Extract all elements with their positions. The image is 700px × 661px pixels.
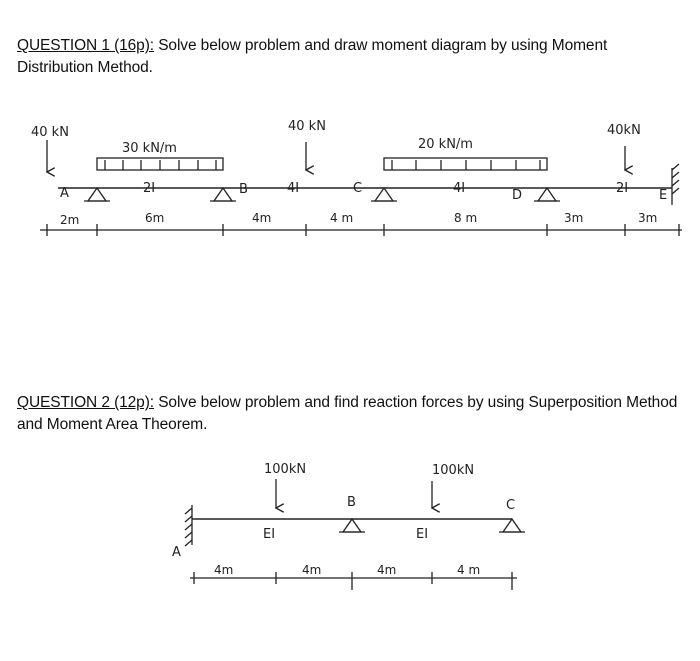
q2-support-b	[339, 519, 365, 532]
q2-beam-diagram	[172, 462, 525, 590]
q1-ei-cd: 4I	[453, 181, 466, 196]
q2-dim-1: 4m	[214, 563, 234, 577]
q1-dim-3: 4m	[252, 211, 272, 225]
q1-dim-4: 4 m	[330, 211, 354, 225]
question-1-text: Solve below problem and draw moment diagram by using Moment Distribution Method.	[17, 37, 608, 76]
q1-dim-1: 2m	[60, 213, 80, 227]
q2-load-1-label: 100kN	[264, 462, 307, 477]
q1-dim-2: 6m	[145, 211, 165, 225]
q1-load-bc-label: 40 kN	[288, 119, 326, 134]
q2-dim-4: 4 m	[457, 563, 481, 577]
q2-support-c	[499, 519, 525, 532]
q2-ei-ab: EI	[263, 527, 276, 542]
q1-support-c	[371, 188, 397, 201]
q2-support-a	[185, 505, 192, 546]
q1-dim-5: 8 m	[454, 211, 478, 225]
q1-beam-diagram	[31, 119, 682, 236]
question-2-text: Solve below problem and find reaction forces by using Superposition Method and Moment Area Theorem.	[17, 394, 678, 433]
q1-ei-ab: 2I	[143, 181, 156, 196]
q1-load-de-label: 40kN	[607, 123, 641, 138]
q2-load-2-label: 100kN	[432, 463, 475, 478]
q2-node-c: C	[506, 498, 516, 513]
q1-dim-7: 3m	[638, 211, 658, 225]
question-2-title	[17, 392, 687, 436]
q1-support-e	[672, 164, 679, 205]
q1-node-a: A	[60, 186, 69, 201]
q1-node-e: E	[659, 188, 668, 203]
q2-ei-bc: EI	[416, 527, 429, 542]
q1-load-a-label: 40 kN	[31, 125, 69, 140]
q1-support-b	[210, 188, 236, 201]
q2-dim-2: 4m	[302, 563, 322, 577]
question-2-label: QUESTION 2 (12p):	[17, 394, 154, 411]
q1-ei-bc: 4I	[287, 181, 300, 196]
q1-node-c: C	[353, 181, 363, 196]
question-1-label: QUESTION 1 (16p):	[17, 37, 154, 54]
q2-dim-3: 4m	[377, 563, 397, 577]
q1-node-d: D	[512, 188, 523, 203]
q1-udl-cd-arrows	[392, 160, 540, 170]
q2-node-b: B	[347, 495, 356, 510]
q1-udl-cd-label: 20 kN/m	[418, 137, 473, 152]
q1-dim-6: 3m	[564, 211, 584, 225]
q1-ei-de: 2I	[616, 181, 629, 196]
q1-udl-ab-label: 30 kN/m	[122, 141, 177, 156]
q2-node-a: A	[172, 545, 181, 560]
q1-support-a	[84, 188, 110, 201]
q1-support-d	[534, 188, 560, 201]
q1-node-b: B	[239, 182, 248, 197]
q1-udl-ab-arrows	[105, 160, 216, 170]
